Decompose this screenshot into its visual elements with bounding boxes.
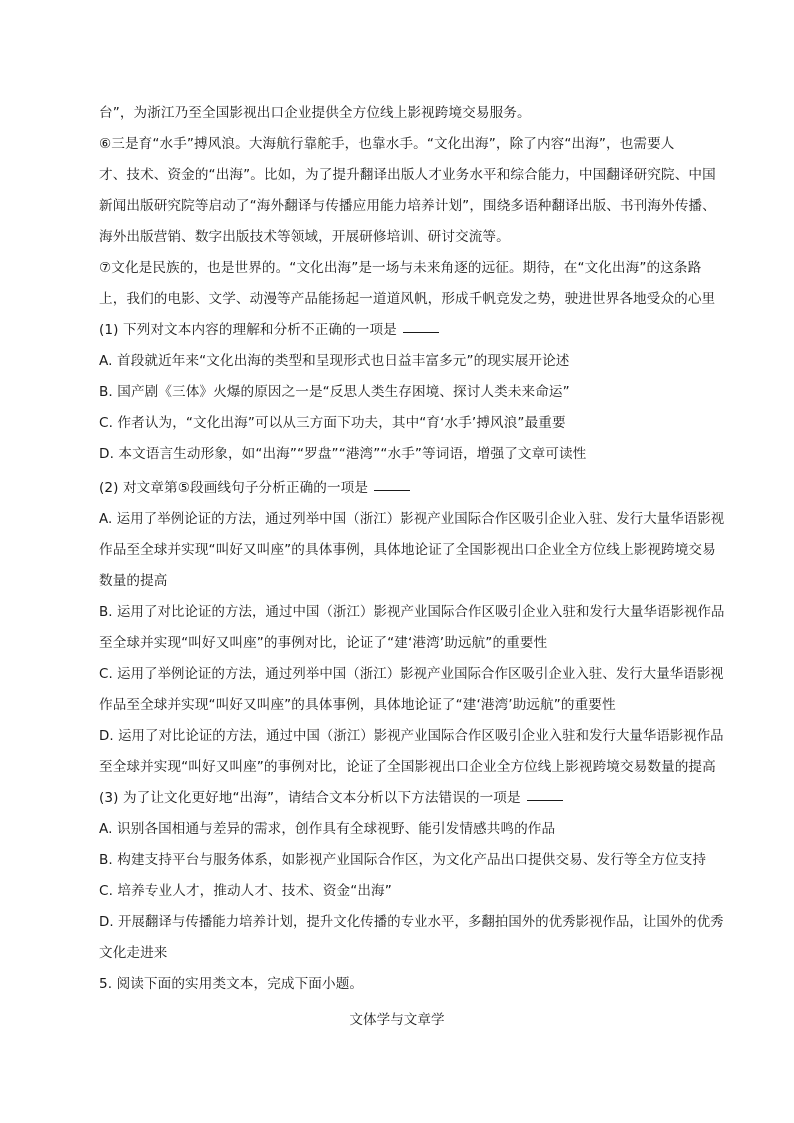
question-2-option-c-line-1: C. 运用了举例论证的方法，通过列举中国（浙江）影视产业国际合作区吸引企业入驻、发行大量华语影视 [99, 666, 724, 682]
question-2-option-b-line-1: B. 运用了对比论证的方法，通过中国（浙江）影视产业国际合作区吸引企业入驻和发行大量华语影视作品 [99, 604, 725, 620]
question-3-option-d-line-2: 文化走进来 [99, 945, 168, 961]
question-3-option-c: C. 培养专业人才，推动人才、技术、资金“出海” [99, 883, 392, 899]
question-2-option-b-line-2: 至全球并实现“叫好又叫座”的事例对比，论证了“建‘港湾’助远航”的重要性 [99, 635, 548, 651]
paragraph-6-line-1: ⑥三是育“水手”搏风浪。大海航行靠舵手，也靠水手。“文化出海”，除了内容“出海”，也需要人 [99, 136, 675, 152]
answer-blank [527, 799, 563, 801]
paragraph-7-line-1: ⑦文化是民族的，也是世界的。“文化出海”是一场与未来角逐的远征。期待，在“文化出海”的这条路 [99, 260, 702, 276]
question-1-option-c: C. 作者认为，“文化出海”可以从三方面下功夫，其中“育‘水手’搏风浪”最重要 [99, 415, 566, 431]
question-3-text: (3) 为了让文化更好地“出海”，请结合文本分析以下方法错误的一项是 [99, 790, 521, 806]
question-2-text: (2) 对文章第⑤段画线句子分析正确的一项是 [99, 480, 369, 496]
answer-blank [374, 489, 410, 491]
question-1-text: (1) 下列对文本内容的理解和分析不正确的一项是 [99, 322, 397, 338]
section-title: 文体学与文章学 [349, 1012, 445, 1028]
question-3-option-d-line-1: D. 开展翻译与传播能力培养计划，提升文化传播的专业水平，多翻拍国外的优秀影视作品，让国外的优秀 [99, 914, 724, 930]
question-2-option-d-line-2: 至全球并实现“叫好又叫座”的事例对比，论证了全国影视出口企业全方位线上影视跨境交易数量的提高 [99, 759, 716, 775]
question-1-option-a: A. 首段就近年来“文化出海的类型和呈现形式也日益丰富多元”的现实展开论述 [99, 353, 570, 369]
question-3-option-b: B. 构建支持平台与服务体系，如影视产业国际合作区，为文化产品出口提供交易、发行等全方位支持 [99, 852, 707, 868]
paragraph-6-line-2: 才、技术、资金的“出海”。比如，为了提升翻译出版人才业务水平和综合能力，中国翻译研究院、中国 [99, 167, 716, 183]
paragraph-6-line-3: 新闻出版研究院等启动了“海外翻译与传播应用能力培养计划”，围绕多语种翻译出版、书刊海外传播、 [99, 198, 716, 214]
question-2-option-c-line-2: 作品至全球并实现“叫好又叫座”的具体事例，具体地论证了“建‘港湾’助远航”的重要性 [99, 697, 616, 713]
question-1-stem [99, 320, 439, 340]
question-3-option-a: A. 识别各国相通与差异的需求，创作具有全球视野、能引发情感共鸣的作品 [99, 821, 556, 837]
question-2-option-a-line-2: 作品至全球并实现“叫好又叫座”的具体事例，具体地论证了全国影视出口企业全方位线上影视跨境交易 [99, 542, 716, 558]
paragraph-7-line-2: 上，我们的电影、文学、动漫等产品能扬起一道道风帆，形成千帆竞发之势，驶进世界各地受众的心里 [99, 291, 716, 307]
question-5-instruction: 5. 阅读下面的实用类文本，完成下面小题。 [99, 976, 364, 992]
question-3-stem [99, 788, 563, 808]
question-2-stem [99, 478, 410, 498]
question-1-option-d: D. 本文语言生动形象，如“出海”“罗盘”“港湾”“水手”等词语，增强了文章可读性 [99, 446, 587, 462]
answer-blank [403, 331, 439, 333]
question-1-option-b: B. 国产剧《三体》火爆的原因之一是“反思人类生存困境、探讨人类未来命运” [99, 384, 570, 400]
paragraph-5-end: 台”，为浙江乃至全国影视出口企业提供全方位线上影视跨境交易服务。 [99, 105, 531, 121]
question-2-option-a-line-3: 数量的提高 [99, 573, 168, 589]
paragraph-6-line-4: 海外出版营销、数字出版技术等领域，开展研修培训、研讨交流等。 [99, 229, 510, 245]
question-2-option-d-line-1: D. 运用了对比论证的方法，通过中国（浙江）影视产业国际合作区吸引企业入驻和发行大量华语影视作品 [99, 728, 724, 744]
question-2-option-a-line-1: A. 运用了举例论证的方法，通过列举中国（浙江）影视产业国际合作区吸引企业入驻、发行大量华语影视 [99, 511, 725, 527]
